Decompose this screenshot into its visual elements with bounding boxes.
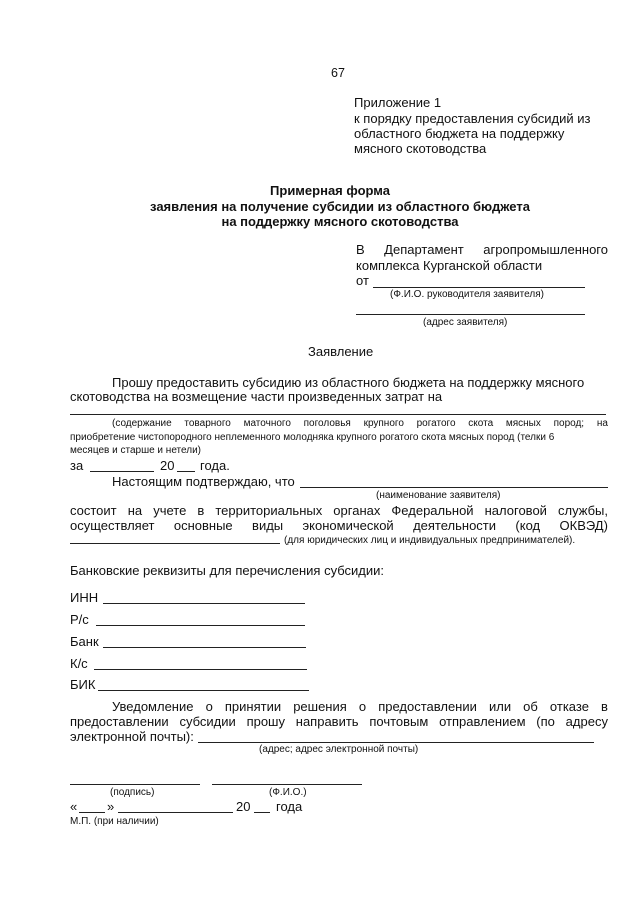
account-line <box>96 625 305 626</box>
notice-line-2 <box>70 714 608 729</box>
fio-sign-line <box>212 784 362 785</box>
seal-note: М.П. (при наличии) <box>70 816 159 827</box>
word: товарного <box>184 418 231 429</box>
word: о <box>358 699 367 714</box>
word: деятельности <box>413 518 497 533</box>
appendix-line: областного бюджета на поддержку <box>354 126 565 141</box>
word: поголовья <box>303 418 351 429</box>
word: учете <box>153 503 187 518</box>
word: основные <box>173 518 233 533</box>
word: отправлением <box>439 714 526 729</box>
word: скота <box>468 418 494 429</box>
word: (по <box>536 714 555 729</box>
word: рогатого <box>416 418 456 429</box>
period-za: за <box>70 458 84 473</box>
inn-line <box>103 603 305 604</box>
word: на <box>596 418 608 429</box>
period-blank <box>90 471 154 472</box>
okved-code-line <box>70 543 280 544</box>
month-blank <box>118 812 233 813</box>
page-number: 67 <box>331 66 345 80</box>
period-year-word: года. <box>200 458 230 473</box>
date-quote-open: « <box>70 799 78 814</box>
bank-title: Банковские реквизиты для перечисления субсидии: <box>70 563 384 578</box>
entities-caption: (для юридических лиц и индивидуальных предпринимателей). <box>284 535 576 546</box>
okved-line <box>70 518 608 533</box>
appendix-line: мясного скотоводства <box>354 141 487 156</box>
signature-line <box>70 784 200 785</box>
word: решения <box>293 699 347 714</box>
content-caption-line-3: месяцев и старше и нетели) <box>70 445 202 456</box>
word: В <box>356 242 365 257</box>
heading-line: на поддержку мясного скотоводства <box>221 214 459 229</box>
confirm-text: Настоящим подтверждаю, что <box>112 474 295 489</box>
account-label: Р/с <box>70 612 89 627</box>
word: ОКВЭД) <box>559 518 608 533</box>
addressee-line-2: комплекса Курганской области <box>356 258 543 273</box>
corr-account-line <box>94 669 307 670</box>
fio-caption: (Ф.И.О. руководителя заявителя) <box>390 289 544 300</box>
email-line <box>198 742 594 743</box>
word: агропромышленного <box>483 242 608 257</box>
date-quote-close: » <box>107 799 115 814</box>
word: принятии <box>224 699 282 714</box>
corr-account-label: К/с <box>70 656 88 671</box>
sign-year-blank <box>254 812 270 813</box>
word: осуществляет <box>70 518 155 533</box>
period-year-prefix: 20 <box>160 458 175 473</box>
word: адресу <box>565 714 608 729</box>
email-caption: (адрес; адрес электронной почты) <box>259 744 419 755</box>
expense-line <box>70 414 606 415</box>
inn-label: ИНН <box>70 590 99 605</box>
word: направить <box>295 714 359 729</box>
notice-line-3: электронной почты): <box>70 729 194 744</box>
word: в <box>197 503 205 518</box>
tax-line <box>70 503 608 518</box>
word: или <box>488 699 512 714</box>
signature-caption: (подпись) <box>110 787 155 798</box>
from-label: от <box>356 273 369 288</box>
word: службы, <box>558 503 608 518</box>
word: крупного <box>363 418 404 429</box>
content-caption-line-1 <box>112 418 608 429</box>
bik-line <box>98 690 309 691</box>
word: субсидии <box>179 714 236 729</box>
fio-line <box>373 287 585 288</box>
date-year-prefix: 20 <box>236 799 251 814</box>
word: налоговой <box>484 503 547 518</box>
word: органах <box>333 503 381 518</box>
bank-label: Банк <box>70 634 99 649</box>
word: Департамент <box>384 242 464 257</box>
content-caption-line-2: приобретение чистопородного неплеменного молодняка крупного рогатого скота мясных пород (телки 6 <box>70 432 555 443</box>
document-title: Заявление <box>308 344 374 359</box>
word: экономической <box>302 518 394 533</box>
word: территориальных <box>215 503 323 518</box>
word: о <box>205 699 213 714</box>
word: в <box>601 699 608 714</box>
word: прошу <box>246 714 285 729</box>
notice-line-1 <box>112 699 608 714</box>
heading-line: Примерная форма <box>270 183 390 198</box>
word: на <box>127 503 143 518</box>
word: (код <box>515 518 541 533</box>
address-caption: (адрес заявителя) <box>423 317 508 328</box>
applicant-line <box>300 487 608 488</box>
word: (содержание <box>112 418 172 429</box>
day-blank <box>79 812 105 813</box>
appendix-line: к порядку предоставления субсидий из <box>354 111 591 126</box>
bik-label: БИК <box>70 677 96 692</box>
address-line <box>356 314 585 315</box>
heading-line: заявления на получение субсидии из областного бюджета <box>150 199 530 214</box>
word: пород; <box>553 418 585 429</box>
appendix-title: Приложение 1 <box>354 95 442 110</box>
request-line-1: Прошу предоставить субсидию из областного бюджета на поддержку мясного <box>112 375 585 390</box>
word: состоит <box>70 503 117 518</box>
addressee-line-1 <box>356 242 608 257</box>
word: маточного <box>243 418 291 429</box>
word: предоставлении <box>70 714 169 729</box>
word: Уведомление <box>112 699 194 714</box>
word: мясных <box>505 418 541 429</box>
word: виды <box>252 518 284 533</box>
word: предоставлении <box>378 699 477 714</box>
word: почтовым <box>369 714 429 729</box>
bank-line <box>103 647 306 648</box>
year-blank <box>177 471 195 472</box>
request-line-2: скотоводства на возмещение части произведенных затрат на <box>70 389 443 404</box>
word: отказе <box>549 699 589 714</box>
word: об <box>523 699 538 714</box>
word: Федеральной <box>391 503 474 518</box>
fio-sign-caption: (Ф.И.О.) <box>269 787 307 798</box>
date-year-word: года <box>276 799 303 814</box>
applicant-caption: (наименование заявителя) <box>376 490 501 501</box>
